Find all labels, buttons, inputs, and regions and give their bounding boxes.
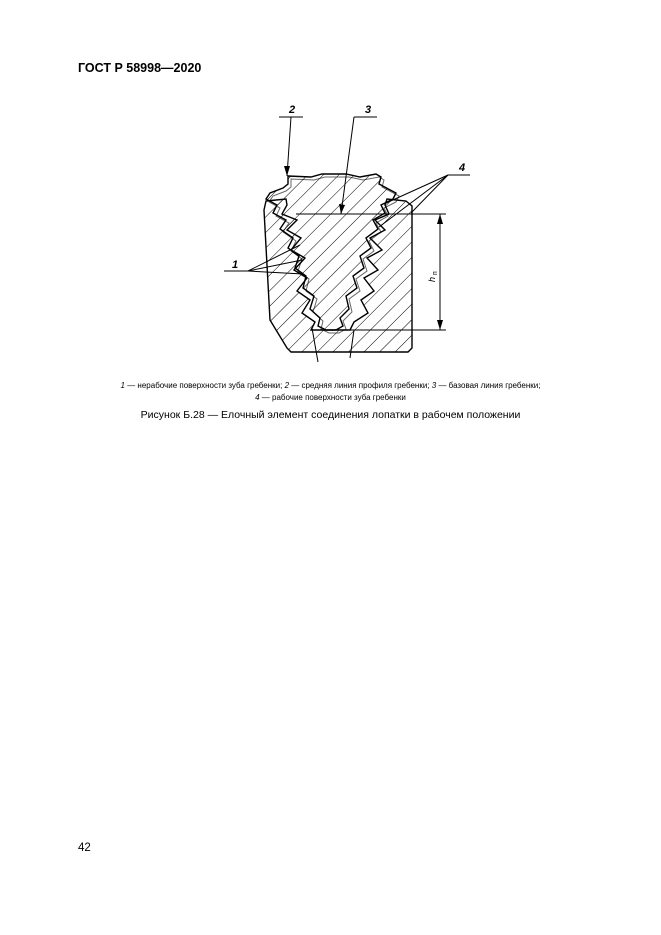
page-number: 42 [78, 842, 91, 854]
fir-tree-drawing [200, 95, 490, 365]
callout-3: 3 [365, 104, 372, 116]
dimension-subscript: п [432, 271, 439, 275]
callout-2: 2 [289, 104, 296, 116]
figure-legend: 1 — нерабочие поверхности зуба гребенки; 2 — средняя линия профиля гребенки; 3 — базовая линия гребенки; 4 — рабочие поверхности зуба гребенки [120, 381, 541, 402]
dimension-label: h [427, 276, 437, 282]
document-header: ГОСТ Р 58998—2020 [78, 61, 202, 75]
fir-tree-joint-figure [200, 95, 490, 365]
callout-4: 4 [459, 162, 466, 174]
figure-caption: Рисунок Б.28 — Елочный элемент соединения лопатки в рабочем положении [140, 409, 521, 421]
callout-1: 1 [232, 259, 239, 271]
